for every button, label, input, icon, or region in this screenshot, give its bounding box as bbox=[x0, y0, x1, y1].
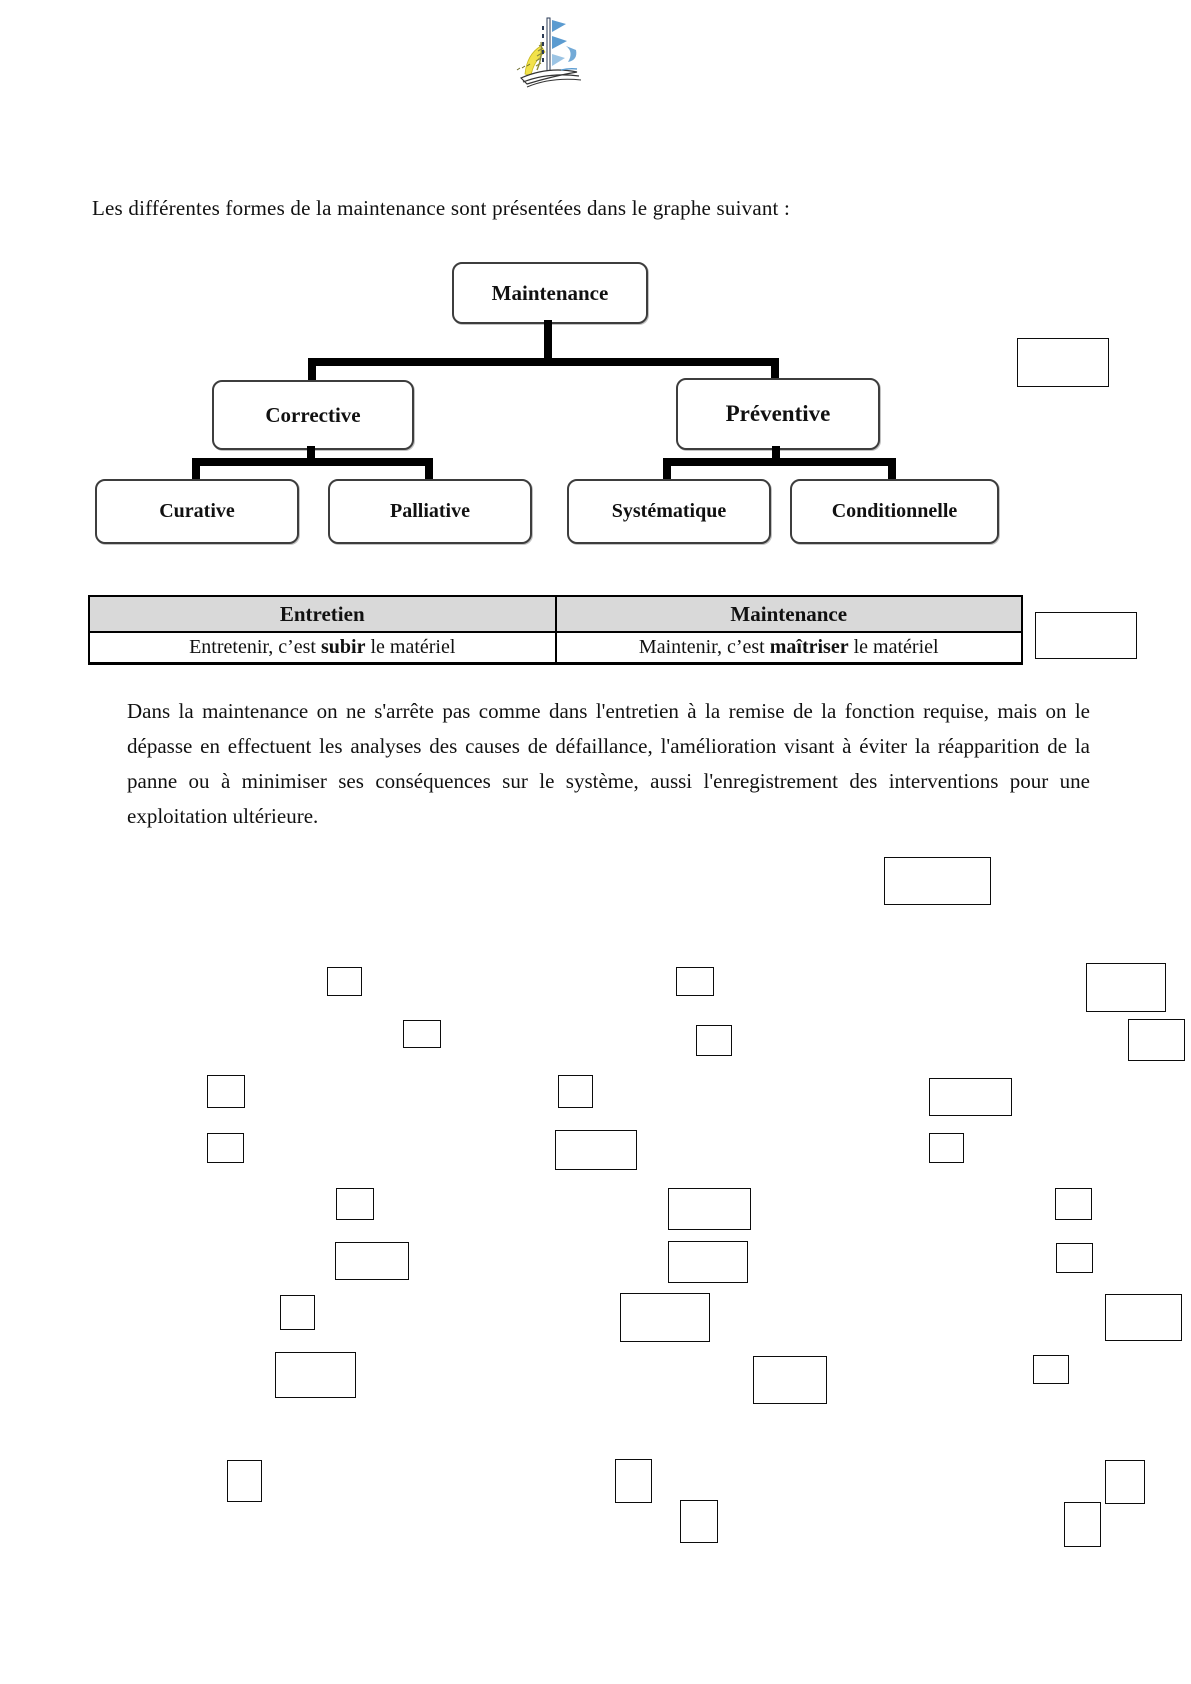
connector-corrective-drop bbox=[308, 358, 316, 382]
empty-box-28 bbox=[227, 1460, 262, 1502]
tree-node-curative-label: Curative bbox=[159, 500, 235, 522]
tree-node-maintenance-label: Maintenance bbox=[491, 280, 609, 305]
tree-node-conditionnelle-label: Conditionnelle bbox=[831, 500, 958, 522]
table-header-maintenance: Maintenance bbox=[556, 596, 1023, 632]
body-paragraph: Dans la maintenance on ne s'arrête pas comme dans l'entretien à la remise de la fonction requise, mais on le dépasse en effectuent les analyses des causes de défaillance, l'amélioration visant à éviter la réapparition de la panne ou à minimiser ses conséquences sur le système, aussi l'enregistrement des interventions pour une exploitation ultérieure. bbox=[127, 699, 1090, 828]
logo-sails-icon bbox=[543, 18, 576, 74]
empty-box-31 bbox=[680, 1500, 718, 1543]
tree-node-maintenance bbox=[452, 262, 648, 324]
empty-box-21 bbox=[1056, 1243, 1093, 1273]
tree-node-preventive-label: Préventive bbox=[725, 401, 831, 426]
tree-node-conditionnelle bbox=[790, 479, 999, 544]
connector-root-stub bbox=[544, 320, 552, 362]
tree-node-systematique bbox=[567, 479, 771, 544]
empty-box-8 bbox=[696, 1025, 732, 1056]
empty-box-4 bbox=[327, 967, 362, 996]
cell-bold-word: maîtriser bbox=[769, 636, 849, 658]
table-cell-entretien bbox=[89, 632, 556, 664]
connector-level1-bar bbox=[308, 358, 779, 366]
intro-text: Les différentes formes de la maintenance sont présentées dans le graphe suivant : bbox=[92, 196, 791, 220]
empty-box-23 bbox=[620, 1293, 710, 1342]
cell-bold-word: subir bbox=[321, 636, 366, 658]
empty-box-14 bbox=[555, 1130, 637, 1170]
empty-box-2 bbox=[1035, 612, 1137, 659]
empty-box-10 bbox=[207, 1075, 245, 1108]
cell-text: Entretenir, c’est bbox=[189, 636, 321, 658]
connector-conditionnelle-drop bbox=[888, 458, 896, 479]
school-emblem-logo bbox=[503, 12, 595, 94]
table-cell-maintenance bbox=[556, 632, 1023, 664]
empty-box-13 bbox=[207, 1133, 244, 1163]
empty-box-3 bbox=[884, 857, 991, 905]
empty-box-6 bbox=[1086, 963, 1166, 1012]
empty-box-9 bbox=[1128, 1019, 1185, 1061]
table-header-row bbox=[89, 596, 1022, 632]
table-header-entretien: Entretien bbox=[89, 596, 556, 632]
empty-box-25 bbox=[275, 1352, 356, 1398]
tree-node-palliative bbox=[328, 479, 532, 544]
empty-box-16 bbox=[336, 1188, 374, 1220]
empty-box-5 bbox=[676, 967, 714, 996]
entretien-maintenance-table bbox=[88, 595, 1023, 665]
empty-box-17 bbox=[668, 1188, 751, 1230]
tree-node-palliative-label: Palliative bbox=[390, 500, 470, 522]
empty-box-32 bbox=[1064, 1502, 1101, 1547]
connector-left-bar bbox=[192, 458, 433, 466]
empty-box-15 bbox=[929, 1133, 964, 1163]
tree-node-corrective-label: Corrective bbox=[265, 402, 361, 427]
tree-node-systematique-label: Systématique bbox=[611, 500, 727, 522]
empty-box-30 bbox=[1105, 1460, 1145, 1504]
cell-text: Maintenir, c’est bbox=[638, 636, 770, 658]
empty-box-26 bbox=[753, 1356, 827, 1404]
empty-box-20 bbox=[668, 1241, 748, 1283]
cell-text: le matériel bbox=[365, 636, 456, 658]
logo-wheat-icon bbox=[517, 42, 545, 76]
connector-palliative-drop bbox=[425, 458, 433, 479]
empty-box-18 bbox=[1055, 1188, 1092, 1220]
empty-box-11 bbox=[558, 1075, 593, 1108]
empty-box-29 bbox=[615, 1459, 652, 1503]
connector-systematique-drop bbox=[663, 458, 671, 479]
tree-node-preventive bbox=[676, 378, 880, 450]
empty-box-1 bbox=[1017, 338, 1109, 387]
cell-text: le matériel bbox=[848, 636, 939, 658]
connector-right-bar bbox=[663, 458, 896, 466]
empty-box-24 bbox=[1105, 1294, 1182, 1341]
empty-box-12 bbox=[929, 1078, 1012, 1116]
empty-box-27 bbox=[1033, 1355, 1069, 1384]
tree-node-curative bbox=[95, 479, 299, 544]
empty-box-22 bbox=[280, 1295, 315, 1330]
table-row bbox=[89, 632, 1022, 664]
connector-curative-drop bbox=[192, 458, 200, 479]
empty-box-7 bbox=[403, 1020, 441, 1048]
tree-node-corrective bbox=[212, 380, 414, 450]
empty-box-19 bbox=[335, 1242, 409, 1280]
